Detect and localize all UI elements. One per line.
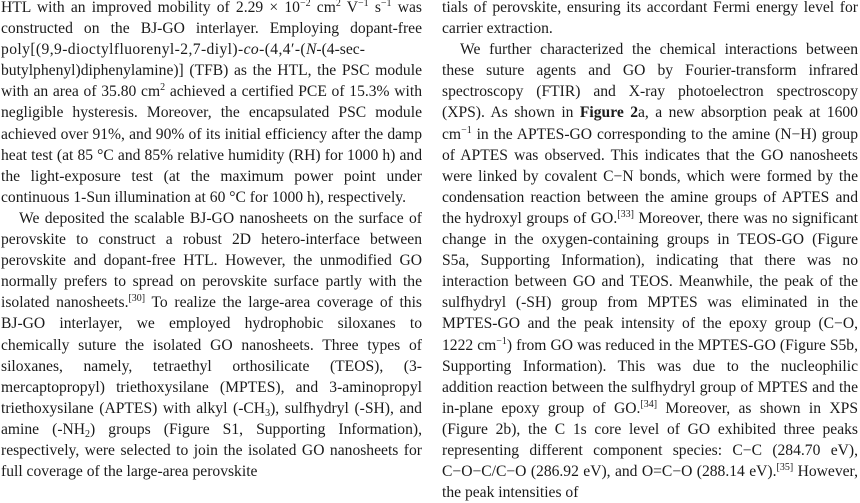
paragraph-bj-go-deposition: We deposited the scalable BJ-GO nanosheets on the surface of perovskite to construct a robust 2D hetero-interface between perovskite and dopant-free HTL. However, the unmodified GO normally prefers to spread on perovskite surface partly with the isolated nanosheets.[30] To realize the large-area coverage of this BJ-GO interlayer, we employed hydrophobic siloxanes to chemically suture the isolated GO nanosheets. Three types of siloxanes, namely, tetraethyl orthosilicate (TEOS), (3-mercaptopropyl) triethoxysilane (MPTES), and 3-aminopropyl triethoxysilane (APTES) with alkyl $(-CH_3)$, sulfhydryl (-SH), and amine $(-NH_2)$ groups (Figure S1, Supporting Information), respectively, were selected to join the isolated GO nanosheets for full coverage of the large-area perovskite — [1, 209, 422, 481]
paragraph-htl-module-results: HTL with an improved mobility of $2.29 \times 10^{-2}$ $cm^2$ $V^{-1}$ $s^{-1}$ was constructed on the BJ-GO interlayer. Employing dopant-free poly[(9,9-dioctylfluorenyl-2,7-diyl)-co-(4,4′-(N-(4-sec-butylphenyl)diphenylamine)] (TFB) as the HTL, the PSC module with an area of 35.80 $cm^2$ achieved a certified PCE of 15.3% with negligible hysteresis. Moreover, the encapsulated PSC module achieved over 91%, and 90% of its initial efficiency after the damp heat test (at 85 °C and 85% relative humidity (RH) for 1000 h) and the light-exposure test (at the maximum power point under continuous 1-Sun illumination at 60 °C for 1000 h), respectively. — [1, 0, 422, 206]
right-column — [442, 0, 858, 503]
left-column — [1, 0, 422, 482]
figure-2-reference: Figure 2 — [579, 104, 639, 122]
citation-30: [30] — [128, 293, 146, 305]
citation-34: [34] — [640, 398, 658, 410]
paragraph-fermi-continuation: tials of perovskite, ensuring its accordant Fermi energy level for carrier extraction. — [442, 0, 858, 38]
citation-33: [33] — [617, 208, 634, 220]
paragraph-ftir-xps-characterization: We further characterized the chemical interactions between these suture agents and GO by Fourier-transform infrared spectroscopy (FTIR) and X-ray photoelectron spectroscopy (XPS). As shown in Figure 2a, a new absorption peak at 1600 $cm^{-1}$ in the APTES-GO corresponding to the amine (N−H) group of APTES was observed. This indicates that the GO nanosheets were linked by covalent C−N bonds, which were formed by the condensation reaction between the amine groups of APTES and the hydroxyl groups of GO.[33] Moreover, there was no significant change in the oxygen-containing groups in TEOS-GO (Figure S5a, Supporting Information), indicating that there was no interaction between GO and TEOS. Meanwhile, the peak of the sulfhydryl (-SH) group from MPTES was eliminated in the MPTES-GO and the peak intensity of the epoxy group (C−O, 1222 $cm^{-1}$) from GO was reduced in the MPTES-GO (Figure S5b, Supporting Information). This was due to the nucleophilic addition reaction between the sulfhydryl group of MPTES and the in-plane epoxy group of GO.[34] Moreover, as shown in XPS (Figure 2b), the C 1s core level of GO exhibited three peaks representing different component species: C−C (284.70 eV), C−O−C/C−O (286.92 eV), and O=C−O (288.14 eV).[35] However, the peak intensities of — [442, 41, 859, 502]
citation-35: [35] — [776, 462, 794, 474]
